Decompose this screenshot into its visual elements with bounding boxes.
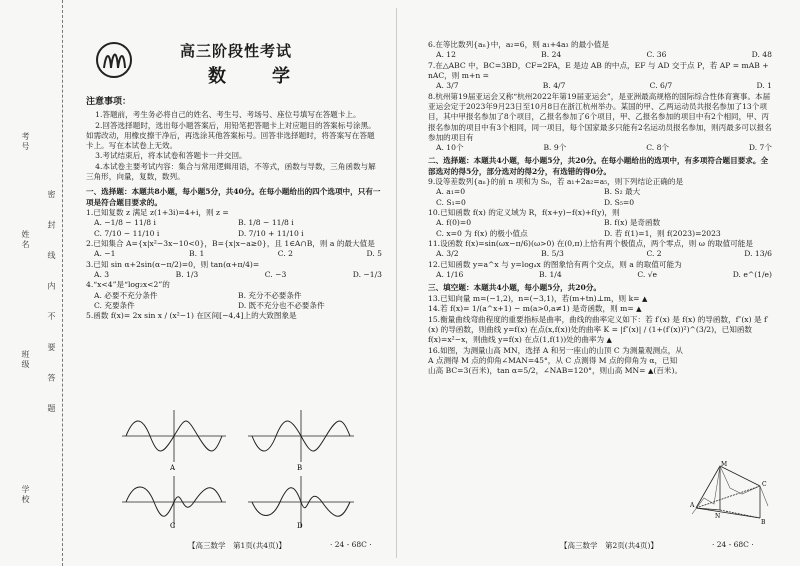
question-3-options [86,270,382,280]
option-a: A. f(0)=0 [436,218,472,228]
graph-a [122,410,226,472]
graph-label: C [170,522,176,530]
option-b: B. 4/7 [542,81,566,91]
option-c: C. 8个 [646,143,669,153]
binding-label-exam-number: 考号 [21,132,30,152]
question-7-stem: 7.在△ABC 中，BC=3BD，CF=2FA，E 是边 AB 的中点，EF 与 AD 交于点 P，若 AP = mAB + nAC，则 m+n = [428,60,769,80]
seal-line-text: 密 封 线 内 不 要 答 题 [47,190,56,422]
question-11-options [428,249,772,259]
option-d: D. −1/3 [352,269,382,279]
option-b: B. 1 [189,249,205,259]
option-c: C. 2 [646,249,662,259]
option-b: B. 5/3 [541,249,564,259]
question-6-stem: 6.在等比数列{aₙ}中，a₂=6，则 a₁+4a₃ 的最小值是 [428,40,609,49]
question-16-figure [690,458,770,524]
answer-blank: ▲ [606,336,612,345]
option-a: A. 3/7 [436,81,459,91]
binding-label-class: 班级 [21,350,30,370]
question-9-options [428,187,772,208]
option-b: B. 1/8 − 11/8 i [238,218,294,228]
notice-item: 2.回答选择题时，选出每小题答案后，用铅笔把答题卡上对应题目的答案标号涂黑。如需改动，用橡皮擦干净后，再选涂其他答案标号。回答非选择题时，将答案写在答题卡上。写在本试卷上无效。 [86,120,376,151]
graph-label: B [297,464,303,472]
question-10-options [428,218,772,239]
option-c: C. 36 [646,50,667,60]
question-10-stem: 10.已知函数 f(x) 的定义域为 R，f(x+y)−f(x)+f(y)，则 [428,208,620,217]
option-a: A. 必要不充分条件 [94,290,158,300]
option-d: D. 48 [751,50,772,60]
exam-subject: 数 学 [208,66,304,87]
question-2-options [86,249,382,259]
option-b: B. f(x) 是奇函数 [604,218,661,228]
section-3-heading: 三、填空题：本题共4小题，每小题5分，共20分。 [428,283,602,293]
option-b: B. 充分不必要条件 [238,290,302,300]
option-a: A. 3 [94,269,110,279]
graph-b [248,410,354,472]
answer-blank: ▲ [636,305,642,314]
figure-label: N [715,513,721,520]
question-7-options [428,81,772,91]
question-5-graphs [118,408,358,530]
question-8-options [428,143,772,153]
option-d: D. 7个 [748,143,772,153]
question-13-stem [428,294,772,305]
question-8-stem: 8.杭州第19届亚运会又称“杭州2022年第19届亚运会”，是亚洲最高规格的国际综合性体育赛事。本届亚运会定于2023年9月23日至10月8日在浙江杭州举办。某国的甲、乙两运动员共报名参加了13个项目，其中甲报名参加了8个项目，乙报名参加了6个项目，甲、乙报名参加的项目中有2个相同，甲、丙报名参加的项目中有3个相同，同一项目，每个国家最多只能有2名运动员报名参加，则丙最多可以报名参加的项目有 [428,91,772,142]
question-14-stem [428,304,772,315]
figure-label: A [690,502,695,509]
option-c: C. x=0 为 f(x) 的极小值点 [436,228,528,238]
figure-label: C [762,481,767,488]
footer-left-page: 【高三数学 第1页(共4页)】 [188,541,286,550]
question-1-options [86,218,382,239]
section-2-heading: 二、选择题：本题共4小题，每小题5分，共20分。在每小题给出的选项中，有多项符合题目要求。全部选对的得5分，部分选对的得2分，有选错的得0分。 [428,156,769,176]
graph-d [248,476,354,530]
question-4-stem: 4.“x<4”是“log₂x<2”的 [86,280,170,290]
notice-item: 3.考试结束后，将本试卷和答题卡一并交回。 [95,151,247,161]
option-c: C. √e [637,269,658,279]
option-b: B. 1/3 [175,269,199,279]
option-d: D. 若 f(1)=1，则 f(2023)=2023 [604,228,721,238]
footer-right-page: 【高三数学 第2页(共4页)】 [560,541,658,550]
notice-heading: 注意事项： [86,97,132,107]
option-b: B. S₂ 最大 [604,187,641,197]
option-d: D. 1 [756,81,772,91]
binding-label-name: 姓名 [21,230,30,250]
left-column [86,96,382,321]
question-3-stem: 3.已知 sin α+2sin(α−π/2)=0，则 tan(α+π/4)= [86,259,260,269]
option-a: A. a₁=0 [436,187,466,197]
option-d: D. 5 [366,249,382,259]
question-11-stem: 11.设函数 f(x)=sin(ωx−π/6)(ω>0) 在(0,π)上恰有两个极值点，两个零点，则 ω 的取值可能是 [428,238,753,248]
question-12-options [428,270,772,280]
answer-blank: ▲ [647,367,654,376]
option-d: D. 13/6 [744,249,772,259]
option-d: D. S₅=0 [604,197,635,207]
option-a: A. 3/2 [436,249,459,259]
footer-left-code: · 24 - 68C · [330,540,372,549]
question-5-stem: 5.函数 f(x)= 2x sin x / (x²−1) 在区间[−4,4]上的大致图象是 [86,311,297,321]
option-b: B. 24 [541,50,562,60]
notice-item: 4.本试卷主要考试内容：集合与常用逻辑用语，不等式，函数与导数，三角函数与解三角形，向量，复数，数列。 [86,161,376,182]
footer-right-code: · 24 - 68C · [712,540,754,549]
option-a: A. −1/8 − 11/8 i [94,218,156,228]
graph-label: D [297,522,303,530]
figure-label: M [721,461,728,468]
q16-unit: (百米)。 [653,366,683,376]
option-a: A. 1/16 [436,269,464,279]
figure-label: B [761,519,766,524]
option-a: A. 10个 [436,143,464,153]
option-d: D. 7/10 + 11/10 i [238,228,304,238]
option-c: C. 2 [277,249,293,259]
option-c: C. 7/10 − 11/10 i [94,228,160,238]
option-b: B. 9个 [543,143,567,153]
exam-logo-icon [94,40,134,80]
option-b: B. 1/4 [539,269,562,279]
option-d: D. e^(1/e) [732,269,772,279]
question-1-stem: 1.已知复数 z 满足 z(1+3i)=4+i，则 z = [86,208,229,218]
question-6-options [428,50,772,60]
section-1-heading: 一、选择题：本题共8小题，每小题5分，共40分。在每小题给出的四个选项中，只有一项是符合题目要求的。 [86,187,381,207]
graph-label: A [170,464,176,472]
option-a: A. 12 [436,50,456,60]
option-c: C. 充要条件 [94,300,135,310]
page-divider [396,8,397,558]
question-9-stem: 9.设等差数列{aₙ}的前 n 项和为 Sₙ，若 a₁+2a₂=a₅，则下列结论正确的是 [428,177,684,187]
answer-blank: ▲ [641,294,648,303]
notice-item: 1.答题前，考生务必将自己的姓名、考生号、考场号、座位号填写在答题卡上。 [95,110,361,120]
question-15-stem [428,315,772,346]
question-12-stem: 12.已知函数 y=a^x 与 y=logₐx 的图象恰有两个交点，则 a 的取值可能为 [428,259,682,269]
exam-title: 高三阶段性考试 [180,42,293,60]
option-c: C. 6/7 [649,81,673,91]
q16-text: 16.如图，为测量山高 MN，选择 A 和另一座山的山顶 C 为测量观测点，从 A 点测得 M 点的仰角∠MAN=45°，从 C 点测得 M 点的仰角为 α，已知山高 BC=3(百米)，tan α=5/2，∠NAB=120°，则山高 MN= [428,345,683,376]
question-4-options [86,291,382,312]
graph-c [122,476,226,530]
q13-text: 13.已知向量 m=(−1,2)，n=(−3,1)，若(m+tn)⊥m，则 k= [428,293,640,303]
option-d: D. 既不充分也不必要条件 [238,300,325,310]
option-c: C. S₁=0 [436,197,466,207]
binding-strip [0,0,63,566]
right-column [428,40,772,377]
option-a: A. −1 [94,249,116,259]
q14-text: 14.若 f(x)= 1/(a^x+1) − m(a>0,a≠1) 是奇函数，则 m= [428,304,634,314]
q15-text: 15.衡量曲线弯曲程度的重要指标是曲率，曲线的曲率定义如下：若 f′(x) 是 f(x) 的导函数，f″(x) 是 f′(x) 的导函数，则曲线 y=f(x) 在点(x,f(x))处的曲率 K = |f″(x)| / (1+(f′(x))²)^(3/2)，已知函数 f(x)=x²−x，则曲线 y=f(x) 在点(1,f(1))处的曲率为 [428,314,769,345]
question-2-stem: 2.已知集合 A={x|x²−3x−10<0}，B={x|x−a≥0}，且 1∈A∩B，则 a 的最大值是 [86,238,375,248]
question-16-stem [428,346,684,377]
option-c: C. −3 [264,269,287,279]
binding-label-school: 学校 [21,485,30,505]
